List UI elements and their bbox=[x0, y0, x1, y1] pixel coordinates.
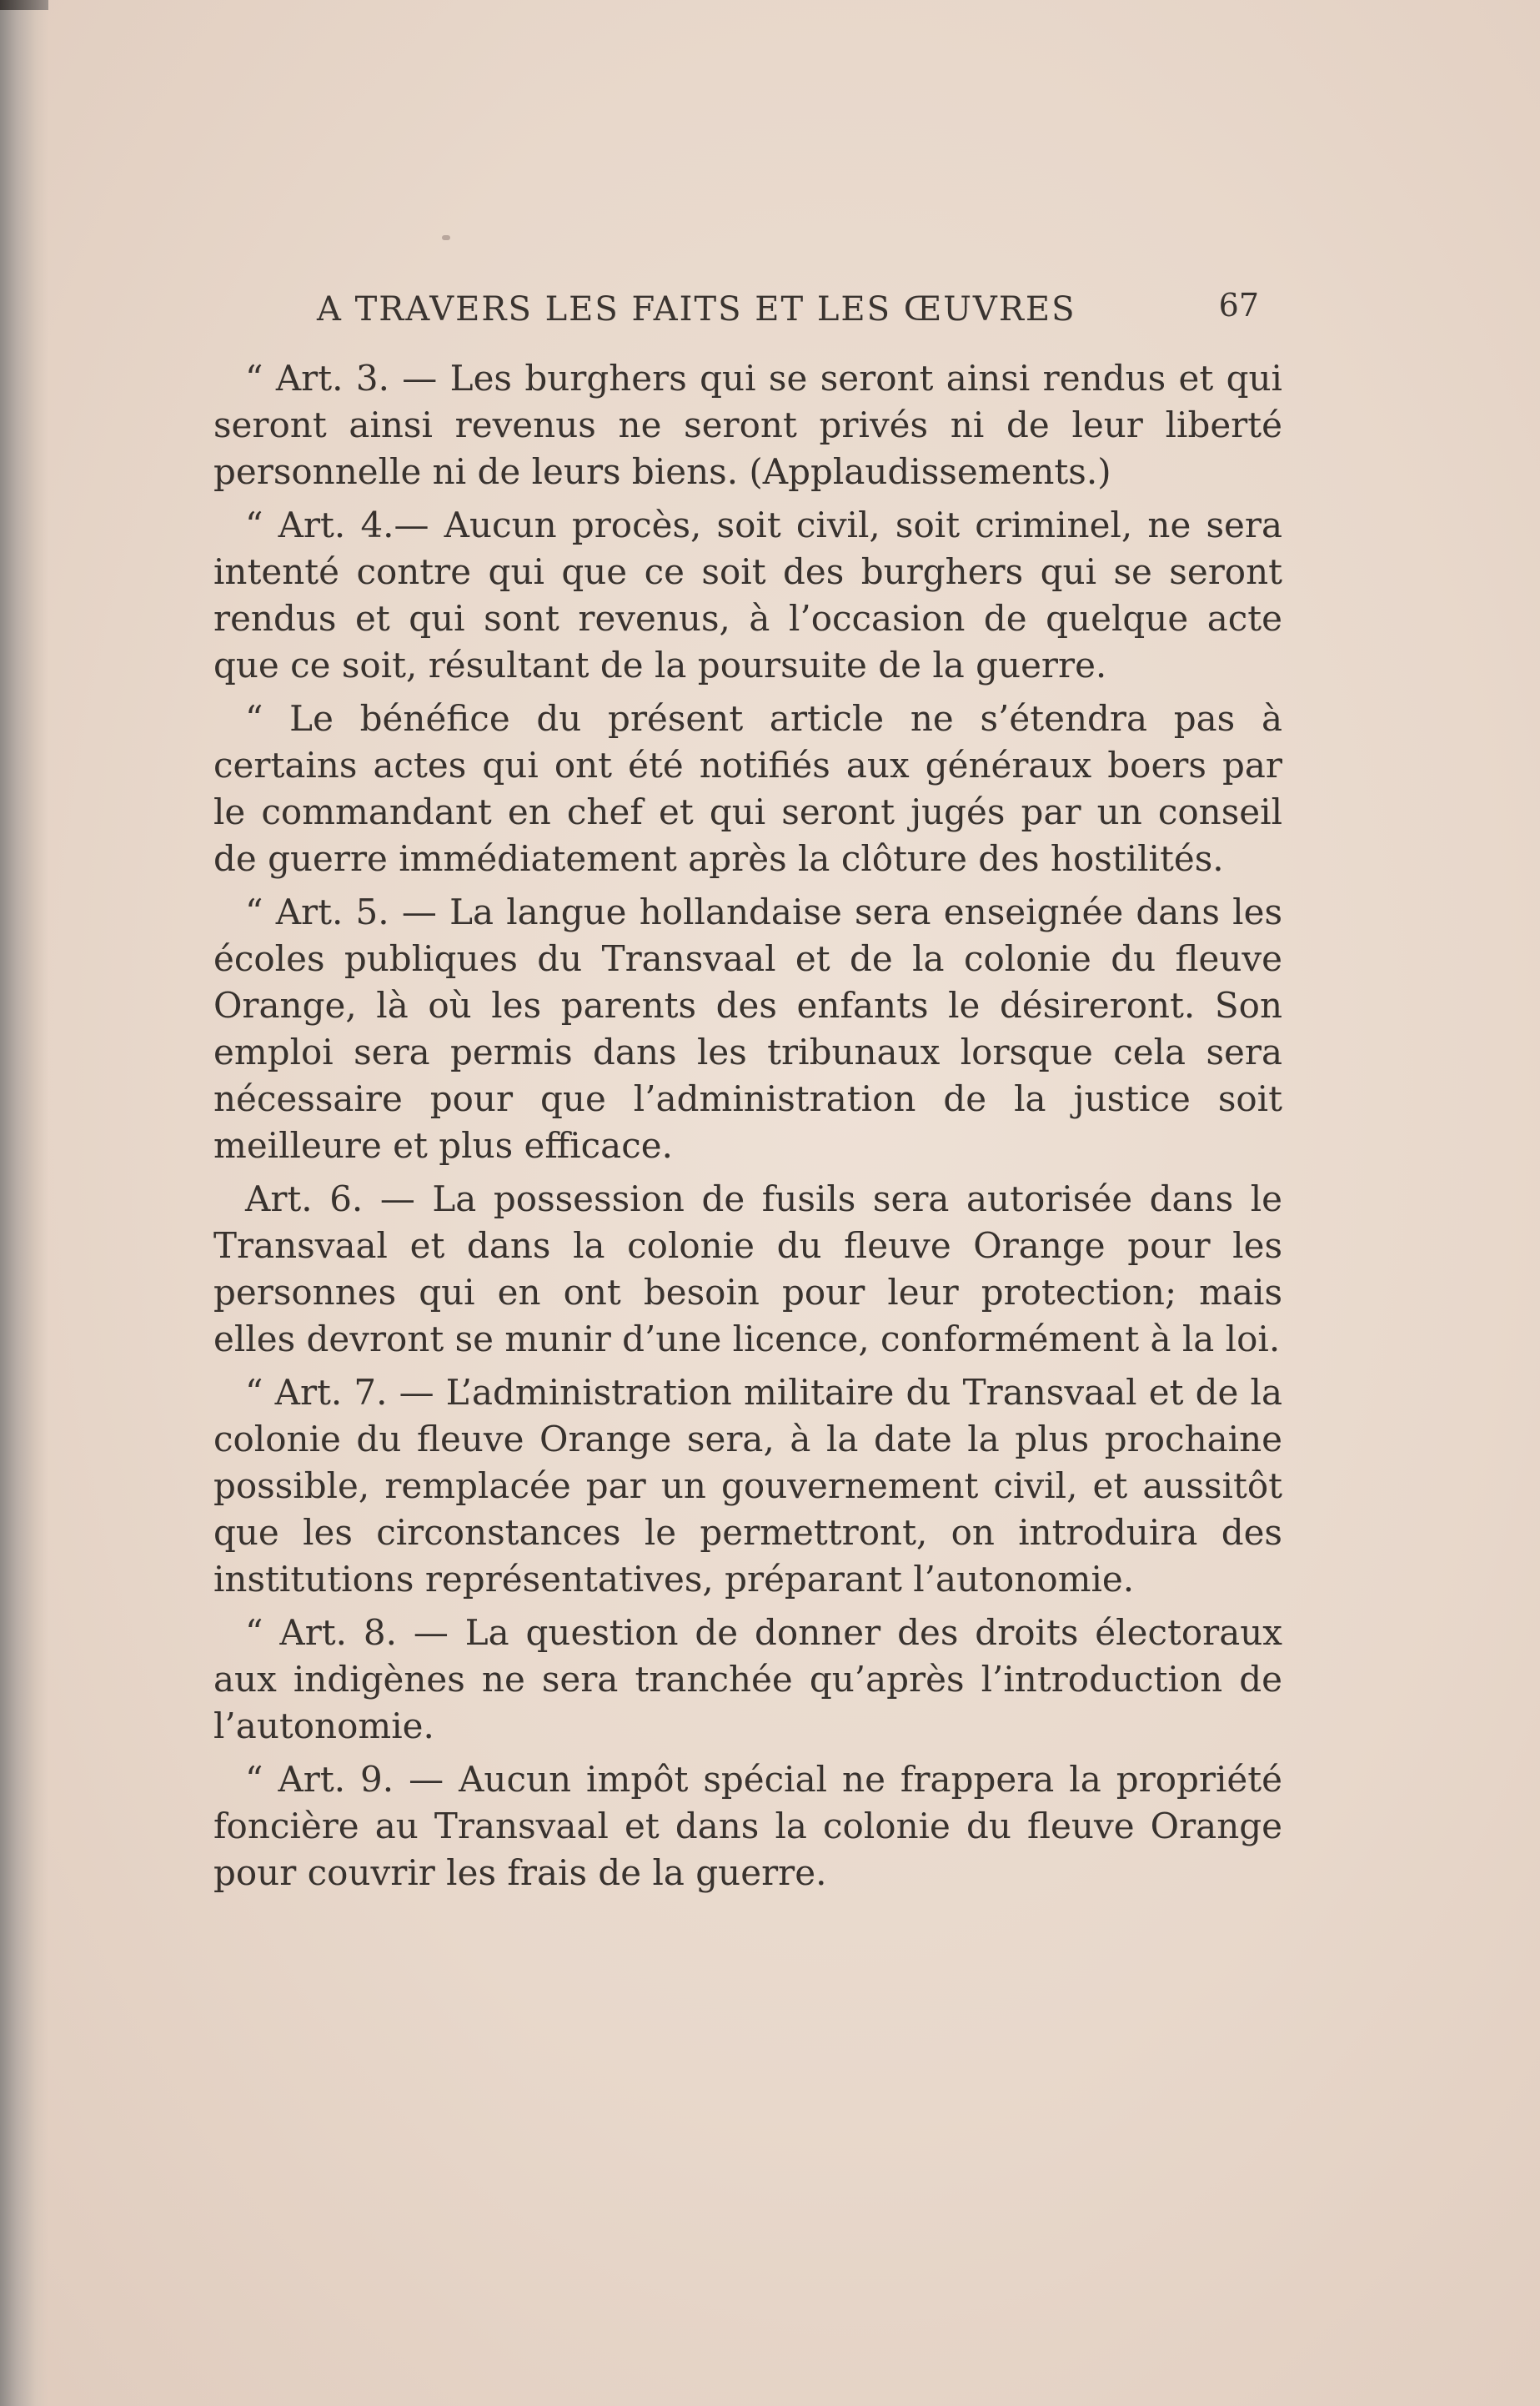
book-spine-shadow bbox=[0, 0, 48, 2406]
paragraph-art-3: “ Art. 3. — Les burghers qui se seront ainsi rendus et qui seront ainsi revenus ne seront privés ni de leur liberté personnelle ni de leurs biens. (Applaudissements.) bbox=[213, 358, 1282, 492]
running-title: A TRAVERS LES FAITS ET LES ŒUVRES bbox=[317, 290, 1076, 329]
paragraph-art-7: “ Art. 7. — L’administration militaire du Transvaal et de la colonie du fleuve Orange sera, à la date la plus prochaine possible, remplacée par un gouvernement civil, et aussitôt que les circonstances le permettront, on introduira des institutions représentatives, préparant l’autonomie. bbox=[213, 1372, 1282, 1600]
page-number: 67 bbox=[1218, 287, 1259, 324]
corner-mark bbox=[0, 0, 48, 10]
paragraph-art-8: “ Art. 8. — La question de donner des droits électoraux aux indigènes ne sera tranchée qu’après l’introduction de l’autonomie. bbox=[213, 1612, 1282, 1746]
paragraph-art-9: “ Art. 9. — Aucun impôt spécial ne frappera la propriété foncière au Transvaal et dans la colonie du fleuve Orange pour couvrir les frais de la guerre. bbox=[213, 1759, 1282, 1893]
running-header bbox=[317, 282, 1259, 332]
paper-speck bbox=[442, 235, 450, 240]
body-text bbox=[213, 355, 1282, 1903]
paragraph-art-5: “ Art. 5. — La langue hollandaise sera enseignée dans les écoles publiques du Transvaal et de la colonie du fleuve Orange, là où les parents des enfants le désireront. Son emploi sera permis dans les tribunaux lorsque cela sera nécessaire pour que l’administration de la justice soit meilleure et plus efficace. bbox=[213, 892, 1282, 1166]
paragraph-art-4-continued: “ Le bénéfice du présent article ne s’étendra pas à certains actes qui ont été notifiés aux généraux boers par le commandant en chef et qui seront jugés par un conseil de guerre immédiatement après la clôture des hostilités. bbox=[213, 698, 1282, 879]
paragraph-art-6: Art. 6. — La possession de fusils sera autorisée dans le Transvaal et dans la colonie du fleuve Orange pour les personnes qui en ont besoin pour leur protection; mais elles devront se munir d’une licence, conformément à la loi. bbox=[213, 1178, 1282, 1359]
paragraph-art-4: “ Art. 4.— Aucun procès, soit civil, soit criminel, ne sera intenté contre qui que ce soit des burghers qui se seront rendus et qui sont revenus, à l’occasion de quelque acte que ce soit, résultant de la poursuite de la guerre. bbox=[213, 505, 1282, 686]
